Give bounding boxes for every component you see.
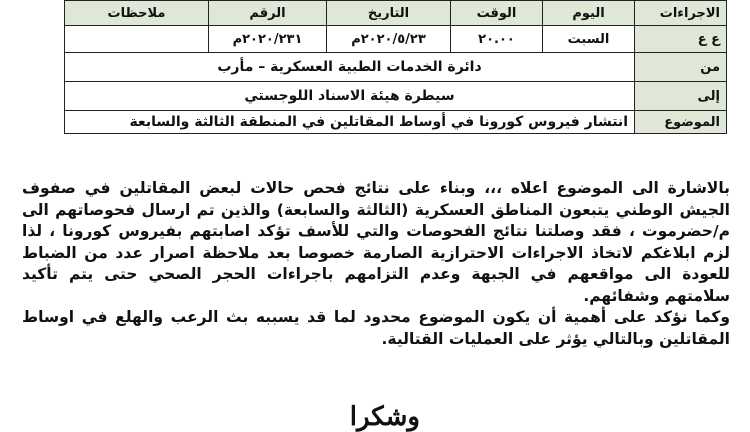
- body-paragraph-2: وكما نؤكد على أهمية أن يكون الموضوع محدود لما قد يسببه بث الرعب والهلع في اوساط المقاتلين وبالتالي يؤثر على العمليات القتالية.: [22, 308, 730, 348]
- subject-value: انتشار فيروس كورونا في أوساط المقاتلين في المنطقة الثالثة والسابعة: [65, 111, 635, 134]
- to-row: [65, 82, 727, 111]
- from-row: [65, 53, 727, 82]
- number-label: الرقم: [209, 1, 327, 26]
- to-value: سيطرة هيئة الاسناد اللوجستي: [65, 82, 635, 111]
- header-values-row: [65, 26, 727, 53]
- notes-value: [65, 26, 209, 53]
- date-value: ٢٠٢٠/٥/٢٣م: [327, 26, 451, 53]
- procedures-label: الاجراءات: [635, 1, 727, 26]
- time-value: ٢٠.٠٠: [451, 26, 543, 53]
- notes-label: ملاحظات: [65, 1, 209, 26]
- day-label: اليوم: [543, 1, 635, 26]
- from-label: من: [635, 53, 727, 82]
- day-value: السبت: [543, 26, 635, 53]
- date-label: التاريخ: [327, 1, 451, 26]
- time-label: الوقت: [451, 1, 543, 26]
- memo-header-table: [64, 0, 727, 134]
- procedures-value: ع ع: [635, 26, 727, 53]
- from-value: دائرة الخدمات الطبية العسكرية – مأرب: [65, 53, 635, 82]
- number-value: ٢٠٢٠/٢٣١م: [209, 26, 327, 53]
- subject-label: الموضوع: [635, 111, 727, 134]
- subject-row: [65, 111, 727, 134]
- signoff-text: وشكرا: [349, 402, 420, 432]
- header-labels-row: [65, 1, 727, 26]
- memo-body: [22, 178, 730, 350]
- body-paragraph-1: بالاشارة الى الموضوع اعلاه ،،، وبناء على نتائج فحص حالات لبعض المقاتلين في صفوف الجيش الوطني يتبعون المناطق العسكرية (الثالثة والسابعة) والذين تم ارسال فحوصاتهم الى م/حضرموت ، فقد وصلتنا نتائج الفحوصات والتي للأسف تؤكد اصابتهم بفيروس كورونا ، لذا لزم ابلاغكم لاتخاذ الاجراءات الاحترازية الصارمة خصوصا بعد ملاحظة اصرار عدد من الضباط للعودة الى مواقعهم في الجبهة وعدم التزامهم باجراءات الحجر الصحي حتى يتم تأكيد سلامتهم وشفائهم.: [22, 179, 730, 305]
- to-label: إلى: [635, 82, 727, 111]
